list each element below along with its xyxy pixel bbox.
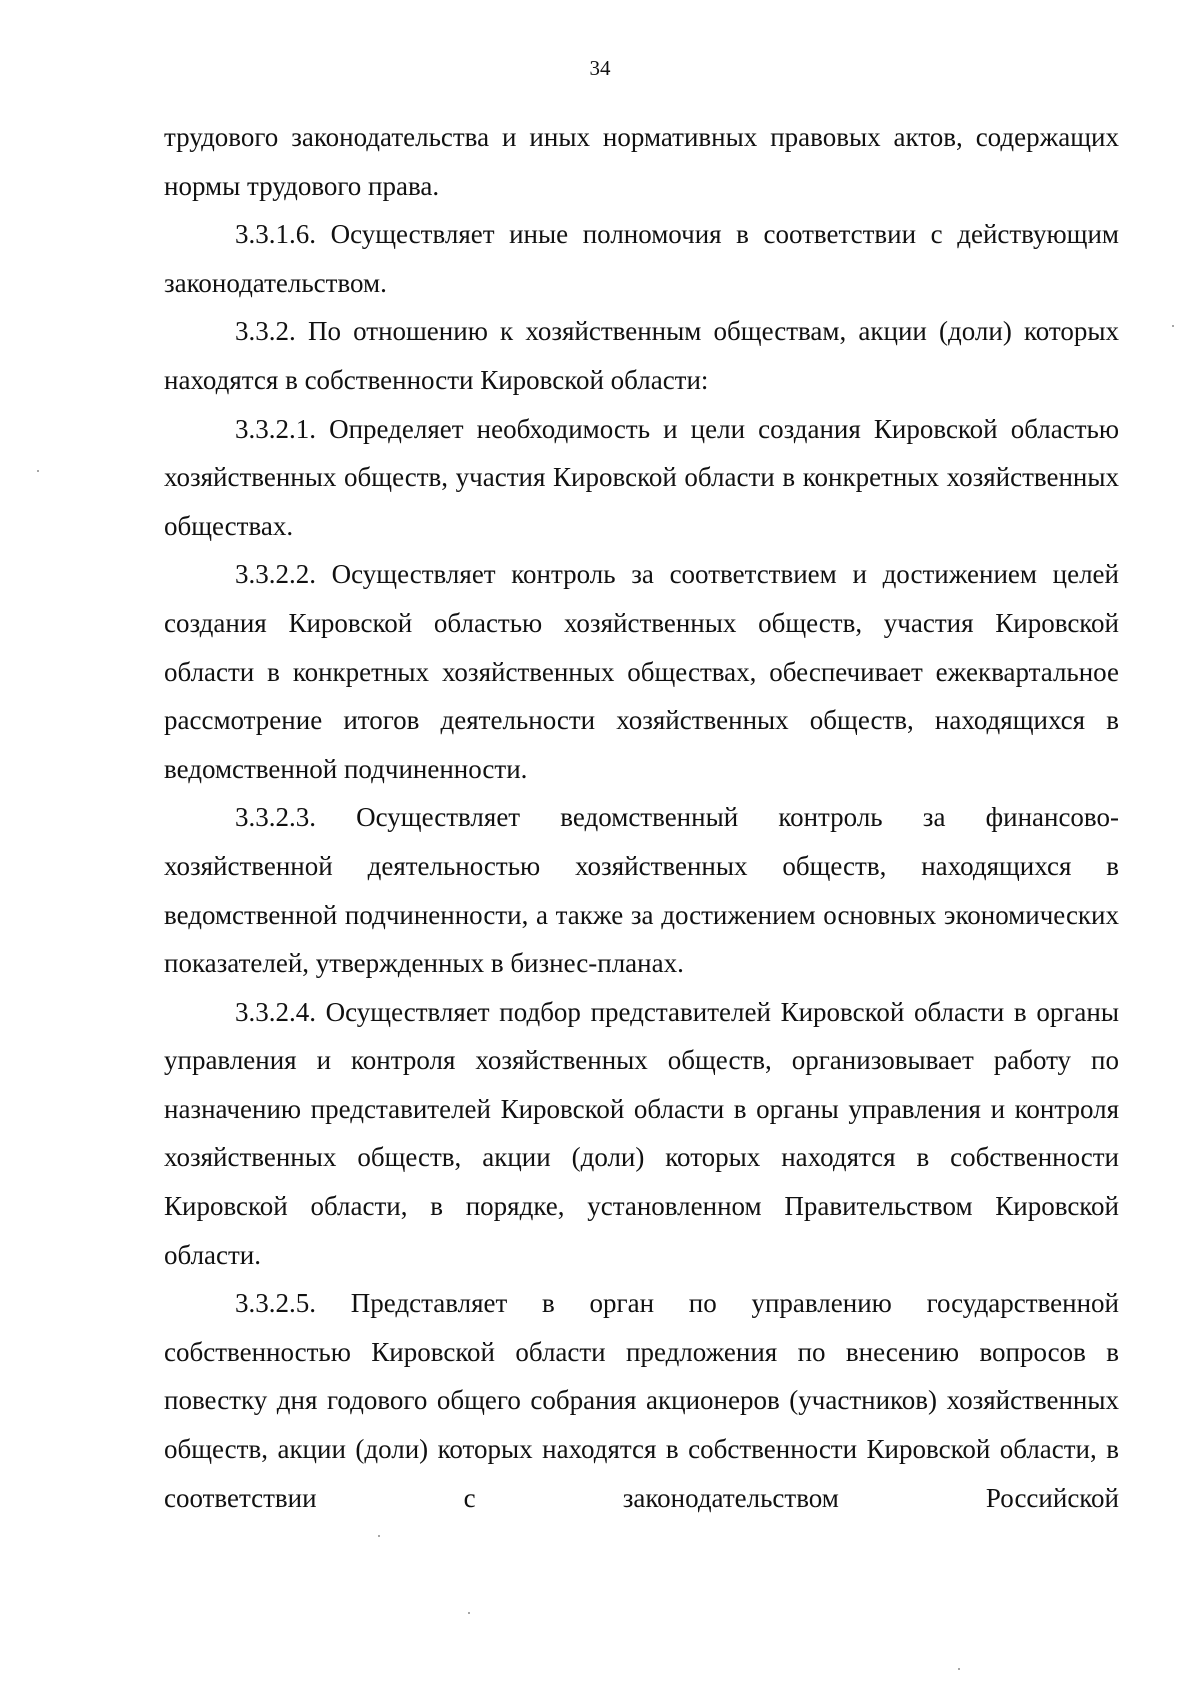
scan-speck xyxy=(468,1612,470,1614)
scan-speck xyxy=(37,470,39,472)
paragraph-3-3-2-4: 3.3.2.4. Осуществляет подбор представителей Кировской области в органы управления и контроля хозяйственных обществ, организовывает работу по назначению представителей Кировской области в органы управления и контроля хозяйственных обществ, акции (доли) которых находятся в собственности Кировской области, в порядке, установленном Правительством Кировской области. xyxy=(164,996,1119,1270)
paragraph-3-3-2-5: 3.3.2.5. Представляет в орган по управлению государственной собственностью Кировской области предложения по внесению вопросов в повестку дня годового общего собрания акционеров (участников) хозяйственных обществ, акции (доли) которых находятся в собственности Кировской области, в соответствии с законодательством Российской xyxy=(164,1288,1119,1513)
paragraph-3-3-2: 3.3.2. По отношению к хозяйственным обществам, акции (доли) которых находятся в собственности Кировской области: xyxy=(164,316,1119,395)
paragraph-3-3-2-1: 3.3.2.1. Определяет необходимость и цели создания Кировской областью хозяйственных обществ, участия Кировской области в конкретных хозяйственных обществах. xyxy=(164,413,1119,541)
paragraph-3-3-2-3: 3.3.2.3. Осуществляет ведомственный контроль за финансово-хозяйственной деятельностью хозяйственных обществ, находящихся в ведомственной подчиненности, а также за достижением основных экономических показателей, утвержденных в бизнес-планах. xyxy=(164,802,1119,979)
paragraph-3-3-2-2: 3.3.2.2. Осуществляет контроль за соответствием и достижением целей создания Кировской областью хозяйственных обществ, участия Кировской области в конкретных хозяйственных обществах, обеспечивает ежеквартальное рассмотрение итогов деятельности хозяйственных обществ, находящихся в ведомственной подчиненности. xyxy=(164,559,1119,784)
document-body xyxy=(164,113,1119,1522)
page-number: 34 xyxy=(589,56,611,80)
scan-speck xyxy=(1172,325,1174,327)
scan-speck xyxy=(378,1535,380,1537)
paragraph-continuation: трудового законодательства и иных нормативных правовых актов, содержащих нормы трудового права. xyxy=(164,122,1119,201)
scan-speck xyxy=(958,1668,960,1670)
paragraph-3-3-1-6: 3.3.1.6. Осуществляет иные полномочия в соответствии с действующим законодательством. xyxy=(164,219,1119,298)
